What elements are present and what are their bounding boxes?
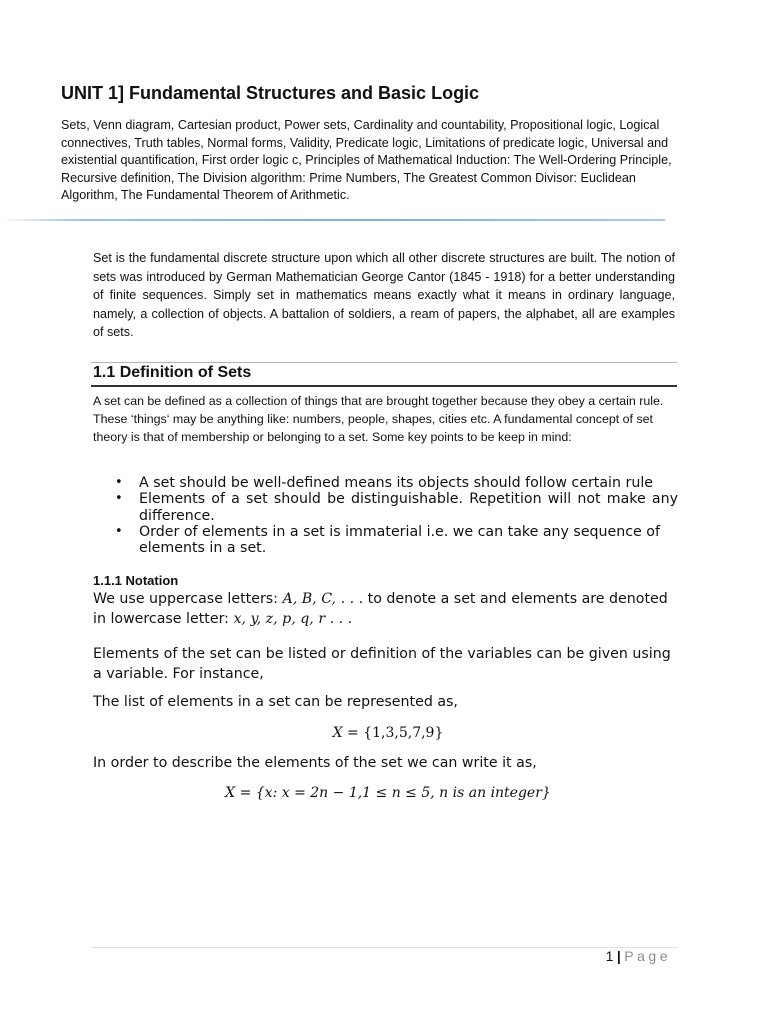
section-heading: 1.1 Definition of Sets [93, 364, 252, 381]
header-divider [0, 219, 665, 221]
bullet-icon: • [115, 523, 123, 539]
list-item: • Order of elements in a set is immaterial i.e. we can take any sequence of elements in a set. [115, 523, 660, 557]
lowercase-letters: x, y, z, p, q, r . . . [233, 610, 353, 627]
elements-paragraph: Elements of the set can be listed or definition of the variables can be given using a variable. For instance, [93, 646, 671, 682]
bullet-icon: • [115, 491, 123, 507]
unit-title: UNIT 1] Fundamental Structures and Basic Logic [61, 83, 480, 103]
key-points-list [113, 475, 678, 556]
list-representation-paragraph: The list of elements in a set can be represented as, [93, 694, 458, 710]
equation-list-form: X = {1,3,5,7,9} [332, 725, 444, 741]
page-footer: 1 | Page [605, 948, 671, 964]
notation-paragraph: We use uppercase letters: A, B, C, . . . to denote a set and elements are denoted in lowercase letter: x, y, z, p, q, r . . . [93, 591, 668, 627]
section-top-divider [91, 362, 677, 363]
uppercase-letters: A, B, C, . . . [282, 591, 364, 607]
page-label: Page [624, 948, 671, 964]
equation-set-builder: X = {x: x = 2n − 1,1 ≤ n ≤ 5, n is an integer} [225, 785, 551, 801]
describe-paragraph: In order to describe the elements of the set we can write it as, [93, 755, 537, 771]
notation-heading: 1.1.1 Notation [93, 573, 179, 588]
bullet-icon: • [115, 475, 123, 490]
definition-paragraph: A set can be defined as a collection of things that are brought together because they obey a certain rule. These ‘things‘ may be anything like: numbers, people, shapes, cities etc. A fundamental concept of set theory is that of membership or belonging to a set. Some key points to be keep in mind: [93, 394, 664, 445]
page-number: 1 [605, 948, 614, 964]
list-item: • A set should be well-defined means its objects should follow certain rule [115, 475, 653, 491]
intro-paragraph: Set is the fundamental discrete structure upon which all other discrete structures are built. The notion of sets was introduced by German Mathematician George Cantor (1845 - 1918) for a better understanding of finite sequences. Simply set in mathematics means exactly what it means in ordinary language, namely, a collection of objects. A battalion of soldiers, a ream of papers, the alphabet, all are examples of sets. [93, 251, 675, 339]
footer-divider [91, 947, 678, 948]
section-bottom-divider [91, 385, 677, 387]
list-item: • Elements of a set should be distinguishable. Repetition will not make any difference. [115, 491, 678, 524]
syllabus-topics: Sets, Venn diagram, Cartesian product, Power sets, Cardinality and countability, Propositional logic, Logical connectives, Truth tables, Normal forms, Validity, Predicate logic, Limitations of predicate logic, Universal and existential quantification, First order logic c, Principles of Mathematical Induction: The Well-Ordering Principle, Recursive definition, The Division algorithm: Prime Numbers, The Greatest Common Divisor: Euclidean Algorithm, The Fundamental Theorem of Arithmetic. [61, 118, 672, 203]
